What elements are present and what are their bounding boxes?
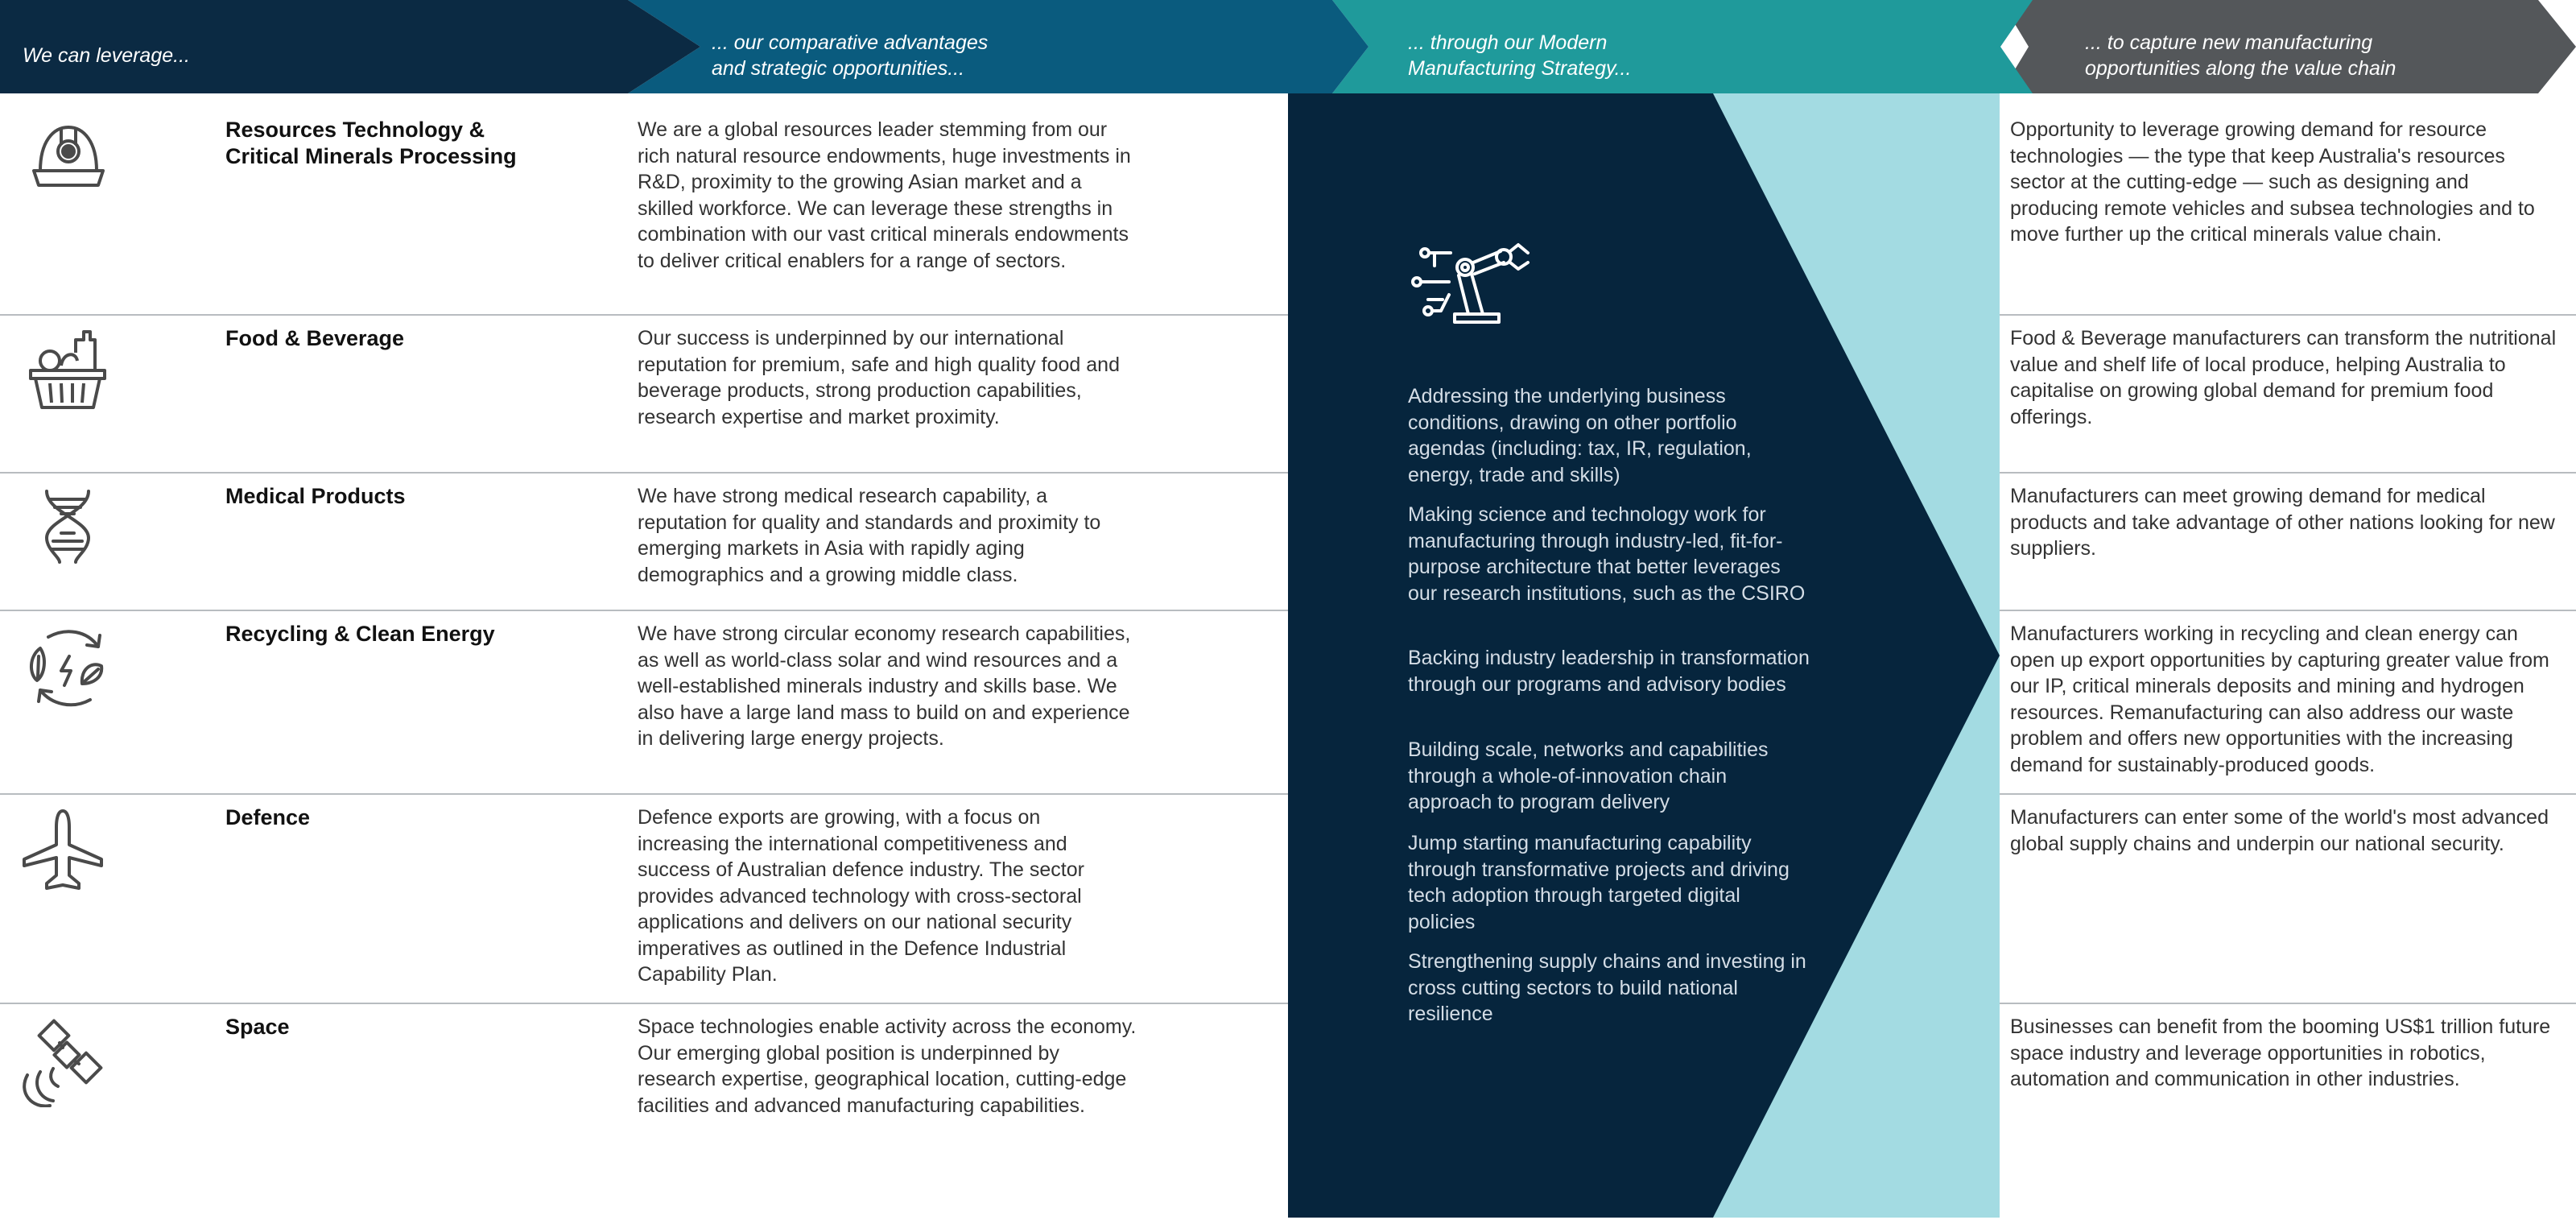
strategy-item: Strengthening supply chains and investing in cross cutting sectors to build national resilience bbox=[1408, 950, 1806, 1025]
robot-arm-icon bbox=[1410, 242, 1539, 326]
row-divider bbox=[2000, 610, 2576, 611]
sector-title: Space bbox=[225, 1015, 290, 1039]
advantage-text: Defence exports are growing, with a focus on increasing the international competitiveness and success of Australian defence industry. The sector provides advanced technology with cross-sectoral applications and delivers on our national security imperatives as outlined in the Defence Industrial Capability Plan. bbox=[638, 806, 1084, 986]
header-col2-line1: ... our comparative advantages bbox=[712, 31, 989, 54]
strategy-item: Jump starting manufacturing capability through transformative projects and driving tech adoption through targeted digital policies bbox=[1408, 832, 1790, 933]
airplane-icon bbox=[21, 808, 105, 892]
row-divider bbox=[2000, 1003, 2576, 1004]
opportunity-text: Opportunity to leverage growing demand for resource technologies — the type that keep Australia's resources sector at the cutting-edge — such as designing and producing remote vehicles and subsea technologies and to move further up the critical minerals value chain. bbox=[2010, 118, 2535, 246]
row-divider bbox=[2000, 793, 2576, 795]
hard-hat-icon bbox=[29, 121, 108, 193]
strategy-item: Making science and technology work for manufacturing through industry-led, fit-for-purpose architecture that better leverages our research institutions, such as the CSIRO bbox=[1408, 503, 1806, 605]
opportunity-text: Manufacturers can enter some of the world's most advanced global supply chains and underpin our national security. bbox=[2010, 806, 2549, 855]
satellite-icon bbox=[16, 1019, 105, 1107]
advantage-text: Space technologies enable activity across the economy. Our emerging global position is underpinned by research expertise, geographical location, cutting-edge facilities and advanced manufacturing capabilities. bbox=[638, 1015, 1137, 1117]
header-col4-line1: ... to capture new manufacturing bbox=[2085, 31, 2373, 54]
row-divider bbox=[0, 610, 1288, 611]
strategy-item: Backing industry leadership in transformation through our programs and advisory bodies bbox=[1408, 647, 1810, 696]
header-col1-text: We can leverage... bbox=[23, 44, 190, 67]
advantage-text: Our success is underpinned by our international reputation for premium, safe and high quality food and beverage products, strong production capabilities, research expertise and market proximity. bbox=[638, 327, 1120, 428]
opportunity-text: Businesses can benefit from the booming US$1 trillion future space industry and leverage opportunities in robotics, automation and communication in other industries. bbox=[2010, 1015, 2551, 1090]
row-divider bbox=[0, 314, 1288, 316]
dna-icon bbox=[35, 488, 100, 565]
advantage-text: We are a global resources leader stemming from our rich natural resource endowments, huge investments in R&D, proximity to the growing Asian market and a skilled workforce. We can leverage these strengths in combination with our vast critical minerals endowments to deliver critical enablers for a range of sectors. bbox=[638, 118, 1131, 272]
row-divider bbox=[0, 1003, 1288, 1004]
sector-title: Recycling & Clean Energy bbox=[225, 622, 495, 646]
row-divider bbox=[0, 793, 1288, 795]
recycling-energy-icon bbox=[24, 624, 113, 713]
sector-title: Defence bbox=[225, 805, 311, 829]
opportunity-text: Manufacturers can meet growing demand for medical products and take advantage of other nations looking for new suppliers. bbox=[2010, 485, 2555, 560]
header-col2-line2: and strategic opportunities... bbox=[712, 57, 965, 80]
sector-title: Medical Products bbox=[225, 484, 406, 508]
row-divider bbox=[2000, 314, 2576, 316]
strategy-item: Building scale, networks and capabilities through a whole-of-innovation chain approach to program delivery bbox=[1408, 738, 1769, 813]
strategy-item: Addressing the underlying business conditions, drawing on other portfolio agendas (including: tax, IR, regulation, energy, trade and skills) bbox=[1408, 385, 1752, 486]
sector-title: Resources Technology & Critical Minerals Processing bbox=[225, 118, 517, 168]
header-col3-line2: Manufacturing Strategy... bbox=[1408, 57, 1632, 80]
row-divider bbox=[0, 472, 1288, 474]
opportunity-text: Manufacturers working in recycling and clean energy can open up export opportunities by capturing greater value from our IP, critical minerals deposits and mining and hydrogen resources. Remanufacturing can also address our waste problem and offers new opportunities with the increasing demand for sustainably-produced goods. bbox=[2010, 622, 2549, 776]
advantage-text: We have strong medical research capability, a reputation for quality and standards and proximity to emerging markets in Asia with rapidly aging demographics and a growing middle class. bbox=[638, 485, 1101, 586]
advantage-text: We have strong circular economy research capabilities, as well as world-class solar and wind resources and a well-established minerals industry and skills base. We also have a large land mass to build on and experience in delivering large energy projects. bbox=[638, 622, 1131, 750]
header-col3-line1: ... through our Modern bbox=[1408, 31, 1608, 54]
sector-title: Food & Beverage bbox=[225, 326, 405, 350]
header-col4-line2: opportunities along the value chain bbox=[2085, 57, 2396, 80]
row-divider bbox=[2000, 472, 2576, 474]
opportunity-text: Food & Beverage manufacturers can transform the nutritional value and shelf life of local produce, helping Australia to capitalise on growing global demand for premium food offerings. bbox=[2010, 327, 2557, 428]
food-basket-icon bbox=[26, 329, 110, 413]
